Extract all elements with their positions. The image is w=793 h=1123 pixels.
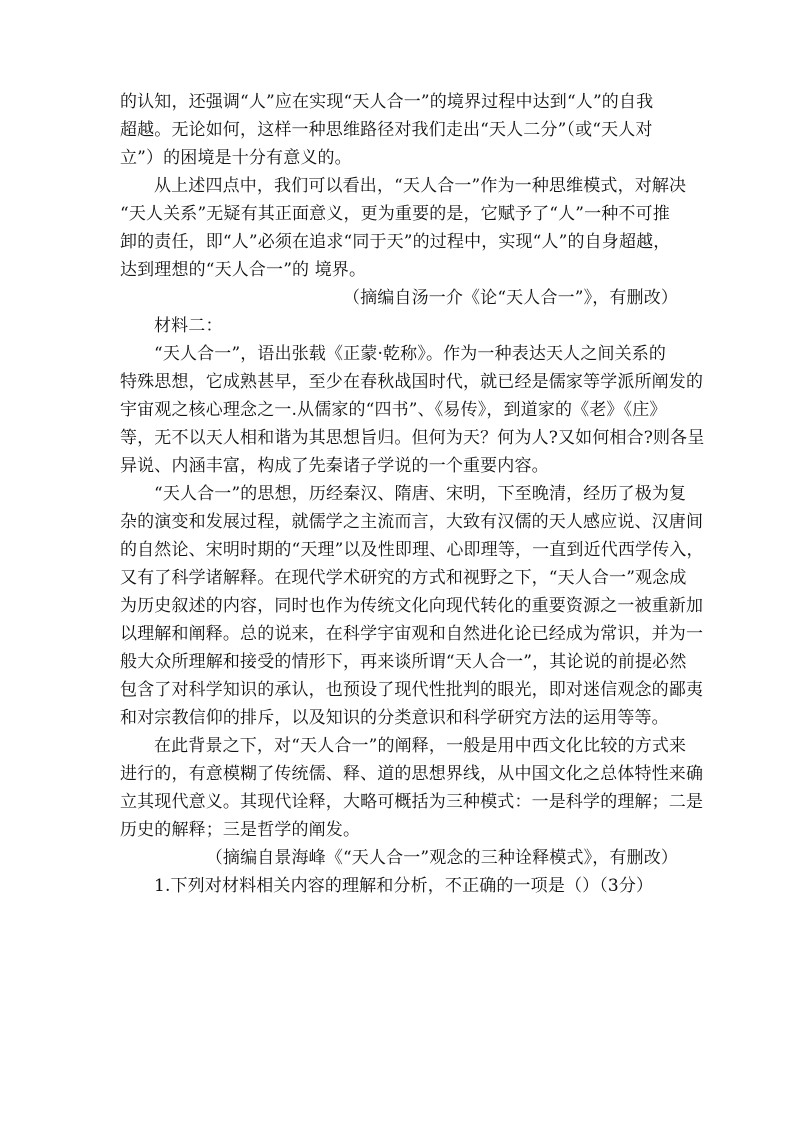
text-line: 的认知，还强调“人”应在实现“天人合一”的境界过程中达到“人”的自我 <box>120 92 654 112</box>
text-line: 达到理想的“天人合一”的 境界。 <box>120 260 367 280</box>
text-line: 包含了对科学知识的承认，也预设了现代性批判的眼光，即对迷信观念的鄙夷 <box>120 680 704 700</box>
source-citation: （摘编自汤一介《论“天人合一”》，有删改） <box>342 288 678 308</box>
text-line: 宇宙观之核心理念之一.从儒家的“四书”、《易传》，到道家的《老》《庄》 <box>120 400 667 420</box>
source-citation: （摘编自景海峰《“天人合一”观念的三种诠释模式》，有删改） <box>205 848 678 868</box>
text-line: 立”）的困境是十分有意义的。 <box>120 148 352 168</box>
text-line: 以理解和阐释。总的说来，在科学宇宙观和自然进化论已经成为常识，并为一 <box>120 624 704 644</box>
text-line: “天人合一”的思想，历经秦汉、隋唐、宋明，下至晚清，经历了极为复 <box>154 484 687 504</box>
text-line: 材料二： <box>154 316 223 336</box>
text-line: 1.下列对材料相关内容的理解和分析，不正确的一项是（）（3分） <box>154 876 654 896</box>
text-line: 在此背景之下，对“天人合一”的阐释，一般是用中西文化比较的方式来 <box>154 736 687 756</box>
text-line: 的自然论、宋明时期的“天理”以及性即理、心即理等，一直到近代西学传入， <box>120 540 704 560</box>
text-line: “天人合一”，语出张载《正蒙·乾称》。作为一种表达天人之间关系的 <box>154 344 667 364</box>
text-line: 般大众所理解和接受的情形下，再来谈所谓“天人合一”，其论说的前提必然 <box>120 652 687 672</box>
text-line: 立其现代意义。其现代诠释，大略可概括为三种模式：一是科学的理解；二是 <box>120 792 704 812</box>
text-line: “天人关系”无疑有其正面意义，更为重要的是，它赋予了“人”一种不可推 <box>120 204 670 224</box>
text-line: 杂的演变和发展过程，就儒学之主流而言，大致有汉儒的天人感应说、汉唐间 <box>120 512 704 532</box>
text-line: 进行的，有意模糊了传统儒、释、道的思想界线，从中国文化之总体特性来确 <box>120 764 704 784</box>
text-line: 异说、内涵丰富，构成了先秦诸子学说的一个重要内容。 <box>120 456 549 476</box>
text-line: 超越。无论如何，这样一种思维路径对我们走出“天人二分”（或“天人对 <box>120 120 653 140</box>
text-line: 又有了科学诸解释。在现代学术研究的方式和视野之下，“天人合一”观念成 <box>120 568 687 588</box>
text-line: 历史的解释；三是哲学的阐发。 <box>120 820 361 840</box>
text-line: 特殊思想，它成熟甚早，至少在春秋战国时代，就已经是儒家等学派所阐发的 <box>120 372 704 392</box>
text-line: 卸的责任，即“人”必须在追求“同于天”的过程中，实现“人”的自身超越， <box>120 232 671 252</box>
text-line: 和对宗教信仰的排斥，以及知识的分类意识和科学研究方法的运用等等。 <box>120 708 669 728</box>
text-line: 为历史叙述的内容，同时也作为传统文化向现代转化的重要资源之一被重新加 <box>120 596 704 616</box>
text-line: 从上述四点中，我们可以看出，“天人合一”作为一种思维模式，对解决 <box>154 176 687 196</box>
text-line: 等，无不以天人相和谐为其思想旨归。但何为天？何为人?又如何相合?则各呈 <box>120 428 705 448</box>
document-page <box>120 88 705 900</box>
